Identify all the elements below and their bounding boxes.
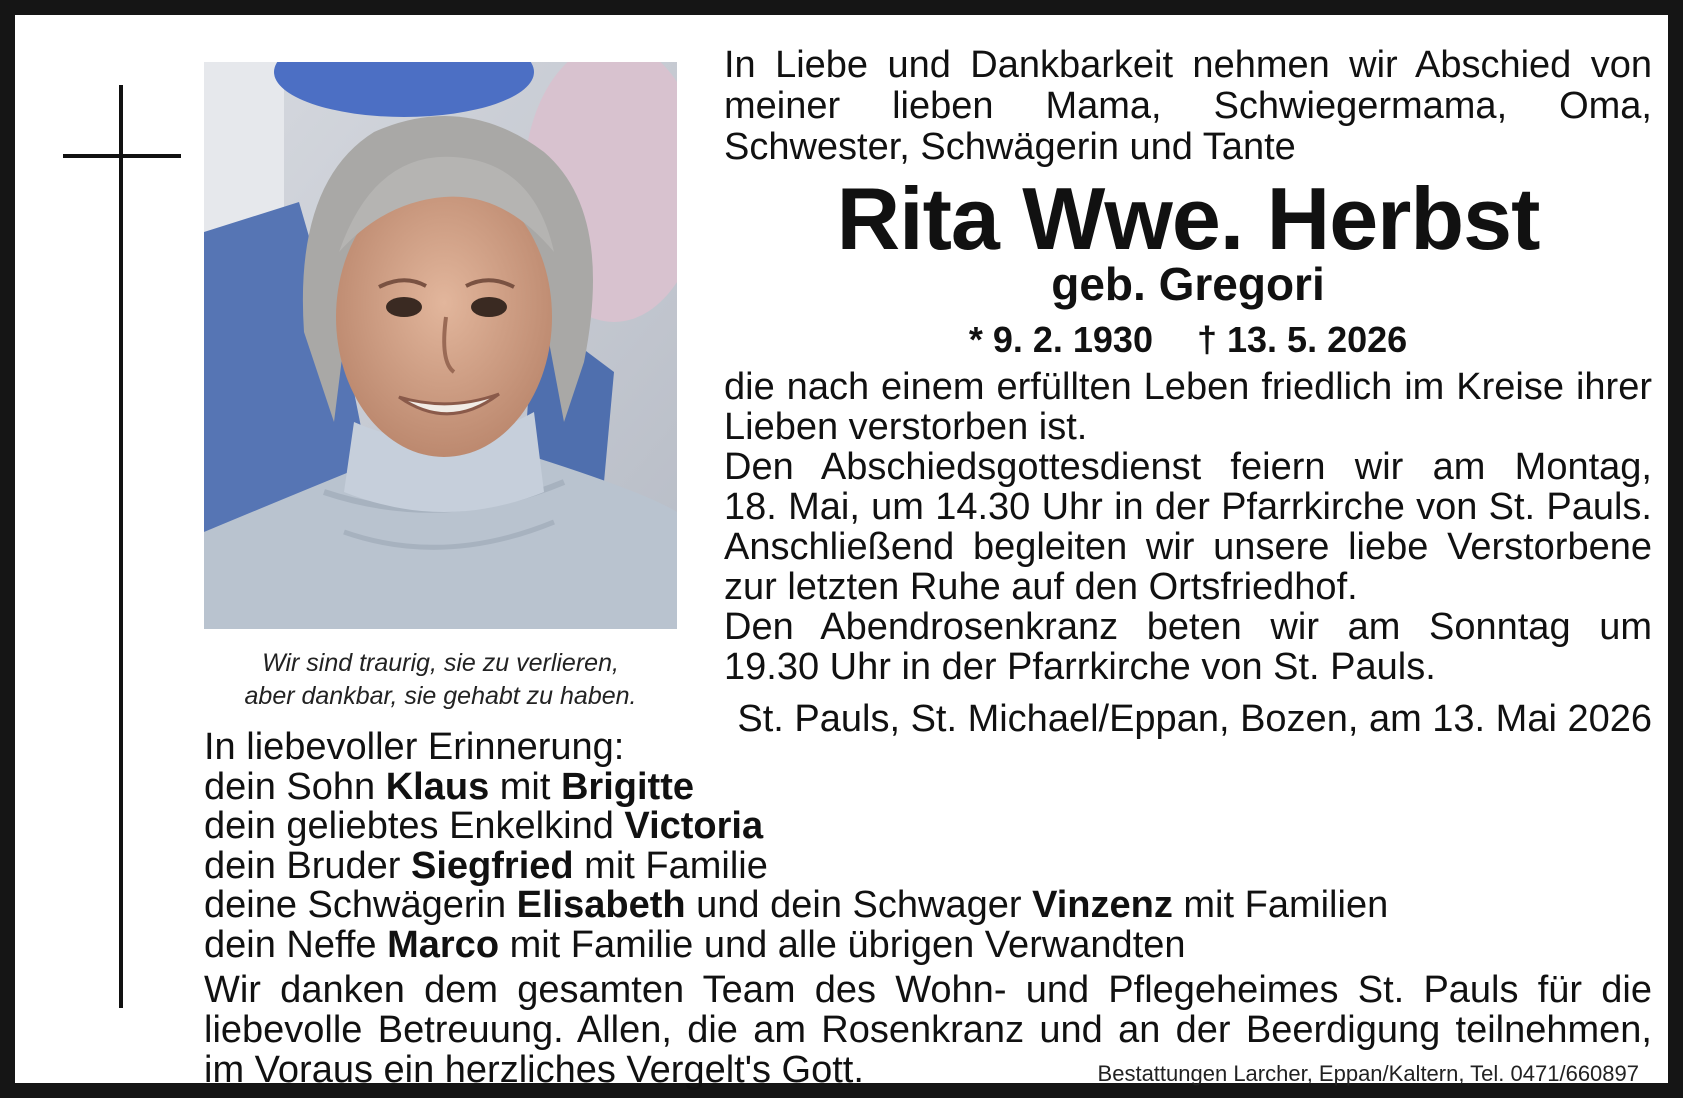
birth-name: geb. Gregori [1051, 258, 1325, 310]
thanks-line: Wir danken dem gesamten Team des Wohn- und Pflegeheimes St. Pauls für die [204, 969, 1652, 1011]
family-member-text: dein geliebtes Enkelkind [204, 805, 625, 847]
family-list [204, 728, 1654, 965]
family-member-line [204, 923, 1654, 966]
photo-caption [204, 647, 677, 713]
family-member-text: und dein Schwager [685, 884, 1033, 926]
family-member-text: dein Neffe [204, 923, 388, 966]
deceased-name: Rita Wwe. Herbst [836, 169, 1540, 268]
intro-text [724, 45, 1652, 168]
family-member-line [204, 844, 1654, 887]
death-date: † 13. 5. 2026 [1196, 319, 1408, 360]
family-member-line [204, 765, 1654, 808]
family-member-name: Elisabeth [516, 884, 686, 926]
family-member-text: mit Familien [1172, 884, 1389, 926]
family-member-text: mit [489, 765, 561, 808]
family-member-name: Klaus [385, 765, 490, 808]
family-member-line [204, 807, 1654, 847]
family-member-name: Siegfried [411, 844, 574, 887]
body-line: Anschließend begleiten wir unsere liebe Verstorbene [724, 526, 1652, 568]
body-line: die nach einem erfüllten Leben friedlich im Kreise ihrer [724, 366, 1652, 408]
body-line: 19.30 Uhr in der Pfarrkirche von St. Pauls. [724, 646, 1436, 688]
family-members [204, 765, 1654, 966]
body-line: 18. Mai, um 14.30 Uhr in der Pfarrkirche von St. Pauls. [724, 486, 1652, 528]
body-line: Lieben verstorben ist. [724, 406, 1088, 448]
intro-line: In Liebe und Dankbarkeit nehmen wir Abschied von [724, 44, 1652, 86]
life-dates [724, 318, 1652, 362]
thanks-line: liebevolle Betreuung. Allen, die am Rosenkranz und an der Beerdigung teilnehmen, [204, 1009, 1652, 1051]
cross-icon-horizontal [63, 154, 181, 158]
place-and-date: St. Pauls, St. Michael/Eppan, Bozen, am 13. Mai 2026 [737, 698, 1652, 740]
thanks-line: im Voraus ein herzliches Vergelt's Gott. [204, 1049, 864, 1091]
undertaker-info: Bestattungen Larcher, Eppan/Kaltern, Tel. 0471/660897 [1097, 1061, 1639, 1086]
portrait-photo [204, 62, 677, 629]
family-heading: In liebevoller Erinnerung: [204, 726, 625, 768]
family-member-name: Brigitte [560, 765, 694, 808]
service-details [724, 367, 1652, 739]
family-member-name: Marco [387, 923, 500, 966]
family-member-text: deine Schwägerin [204, 884, 517, 926]
intro-line: Schwester, Schwägerin und Tante [724, 126, 1296, 168]
family-member-name: Vinzenz [1032, 884, 1173, 926]
body-line: Den Abendrosenkranz beten wir am Sonntag um [724, 606, 1652, 648]
intro-line: meiner lieben Mama, Schwiegermama, Oma, [724, 85, 1652, 127]
family-member-text: mit Familie und alle übrigen Verwandten [499, 923, 1186, 966]
birth-date: * 9. 2. 1930 [968, 319, 1153, 360]
body-line: zur letzten Ruhe auf den Ortsfriedhof. [724, 566, 1358, 608]
family-member-name: Victoria [624, 805, 764, 847]
family-member-text: dein Sohn [204, 765, 386, 808]
family-member-line [204, 886, 1654, 926]
family-member-text: mit Familie [573, 844, 768, 887]
family-member-text: dein Bruder [204, 844, 412, 887]
caption-line: aber dankbar, sie gehabt zu haben. [244, 682, 637, 710]
body-line: Den Abschiedsgottesdienst feiern wir am Montag, [724, 446, 1652, 488]
caption-line: Wir sind traurig, sie zu verlieren, [262, 649, 619, 677]
cross-icon-vertical [119, 85, 123, 1008]
